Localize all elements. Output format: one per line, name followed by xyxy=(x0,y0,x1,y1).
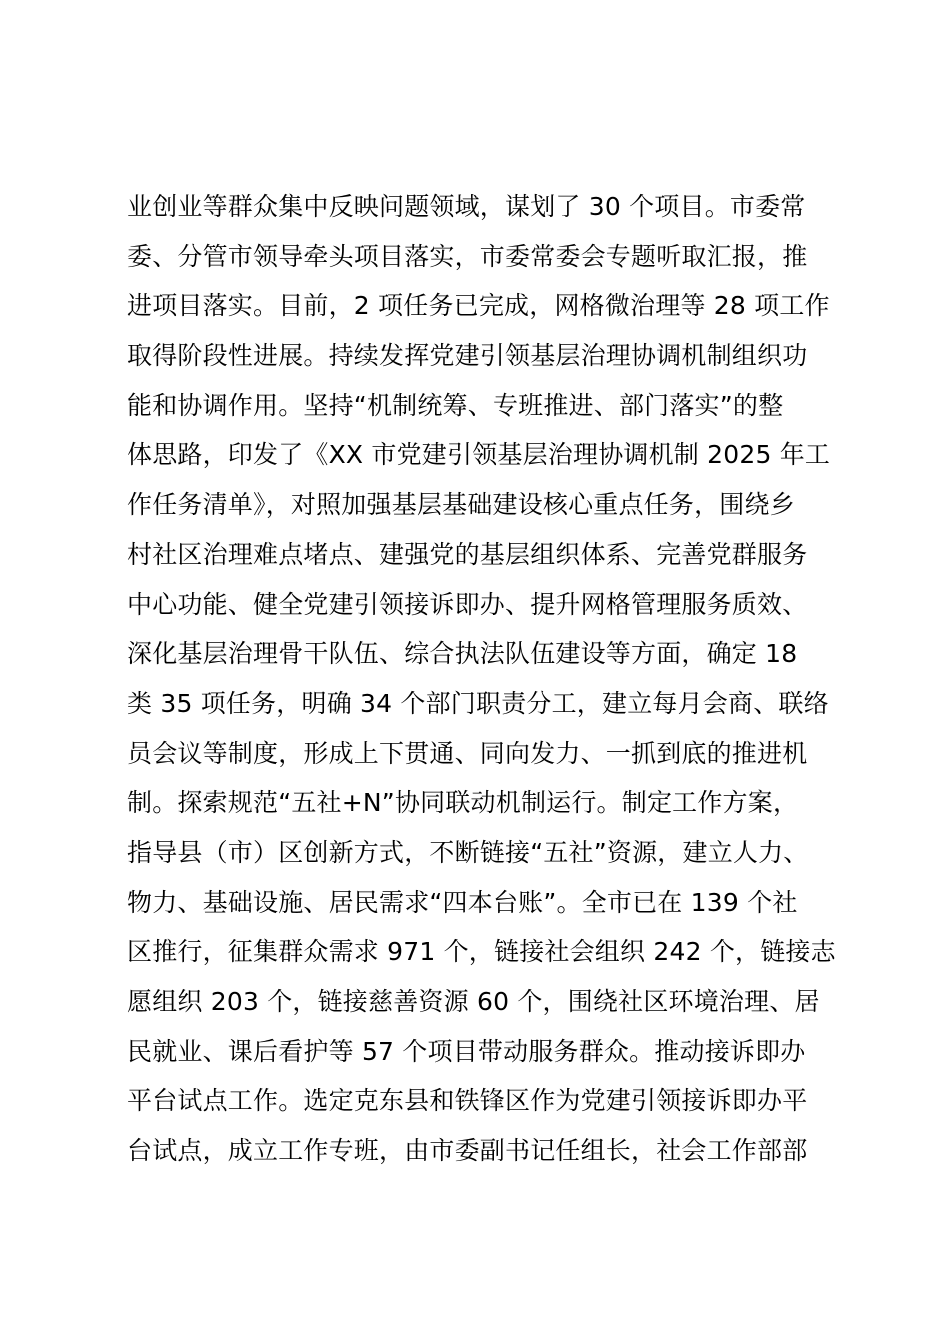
text-line: 进项目落实。目前，2 项任务已完成，网格微治理等 28 项工作 xyxy=(127,291,830,321)
text-line: 中心功能、健全党建引领接诉即办、提升网格管理服务质效、 xyxy=(127,589,808,619)
text-line: 指导县（市）区创新方式，不断链接“五社”资源，建立人力、 xyxy=(127,837,809,867)
body-text xyxy=(127,182,847,1176)
text-line: 深化基层治理骨干队伍、综合执法队伍建设等方面，确定 18 xyxy=(127,639,798,669)
text-line: 台试点，成立工作专班，由市委副书记任组长，社会工作部部 xyxy=(127,1136,808,1166)
text-line: 业创业等群众集中反映问题领域，谋划了 30 个项目。市委常 xyxy=(127,192,806,221)
text-line: 民就业、课后看护等 57 个项目带动服务群众。推动接诉即办 xyxy=(127,1036,806,1066)
text-line: 村社区治理难点堵点、建强党的基层组织体系、完善党群服务 xyxy=(127,539,808,569)
text-line: 类 35 项任务，明确 34 个部门职责分工，建立每月会商、联络 xyxy=(127,688,829,718)
text-line: 能和协调作用。坚持“机制统筹、专班推进、部门落实”的整 xyxy=(127,390,784,420)
text-line: 员会议等制度，形成上下贯通、同向发力、一抓到底的推进机 xyxy=(127,738,808,768)
text-line: 作任务清单》，对照加强基层基础建设核心重点任务，围绕乡 xyxy=(127,490,795,520)
text-line: 委、分管市领导牵头项目落实，市委常委会专题听取汇报，推 xyxy=(127,241,808,271)
text-line: 体思路，印发了《XX 市党建引领基层治理协调机制 2025 年工 xyxy=(127,440,831,470)
text-line: 物力、基础设施、居民需求“四本台账”。全市已在 139 个社 xyxy=(127,887,798,917)
text-line: 取得阶段性进展。持续发挥党建引领基层治理协调机制组织功 xyxy=(127,341,808,371)
text-line: 制。探索规范“五社+N”协同联动机制运行。制定工作方案， xyxy=(127,788,799,818)
text-line: 愿组织 203 个，链接慈善资源 60 个，围绕社区环境治理、居 xyxy=(127,987,820,1016)
text-line: 平台试点工作。选定克东县和铁锋区作为党建引领接诉即办平 xyxy=(127,1086,808,1116)
text-line: 区推行，征集群众需求 971 个，链接社会组织 242 个，链接志 xyxy=(127,937,836,967)
